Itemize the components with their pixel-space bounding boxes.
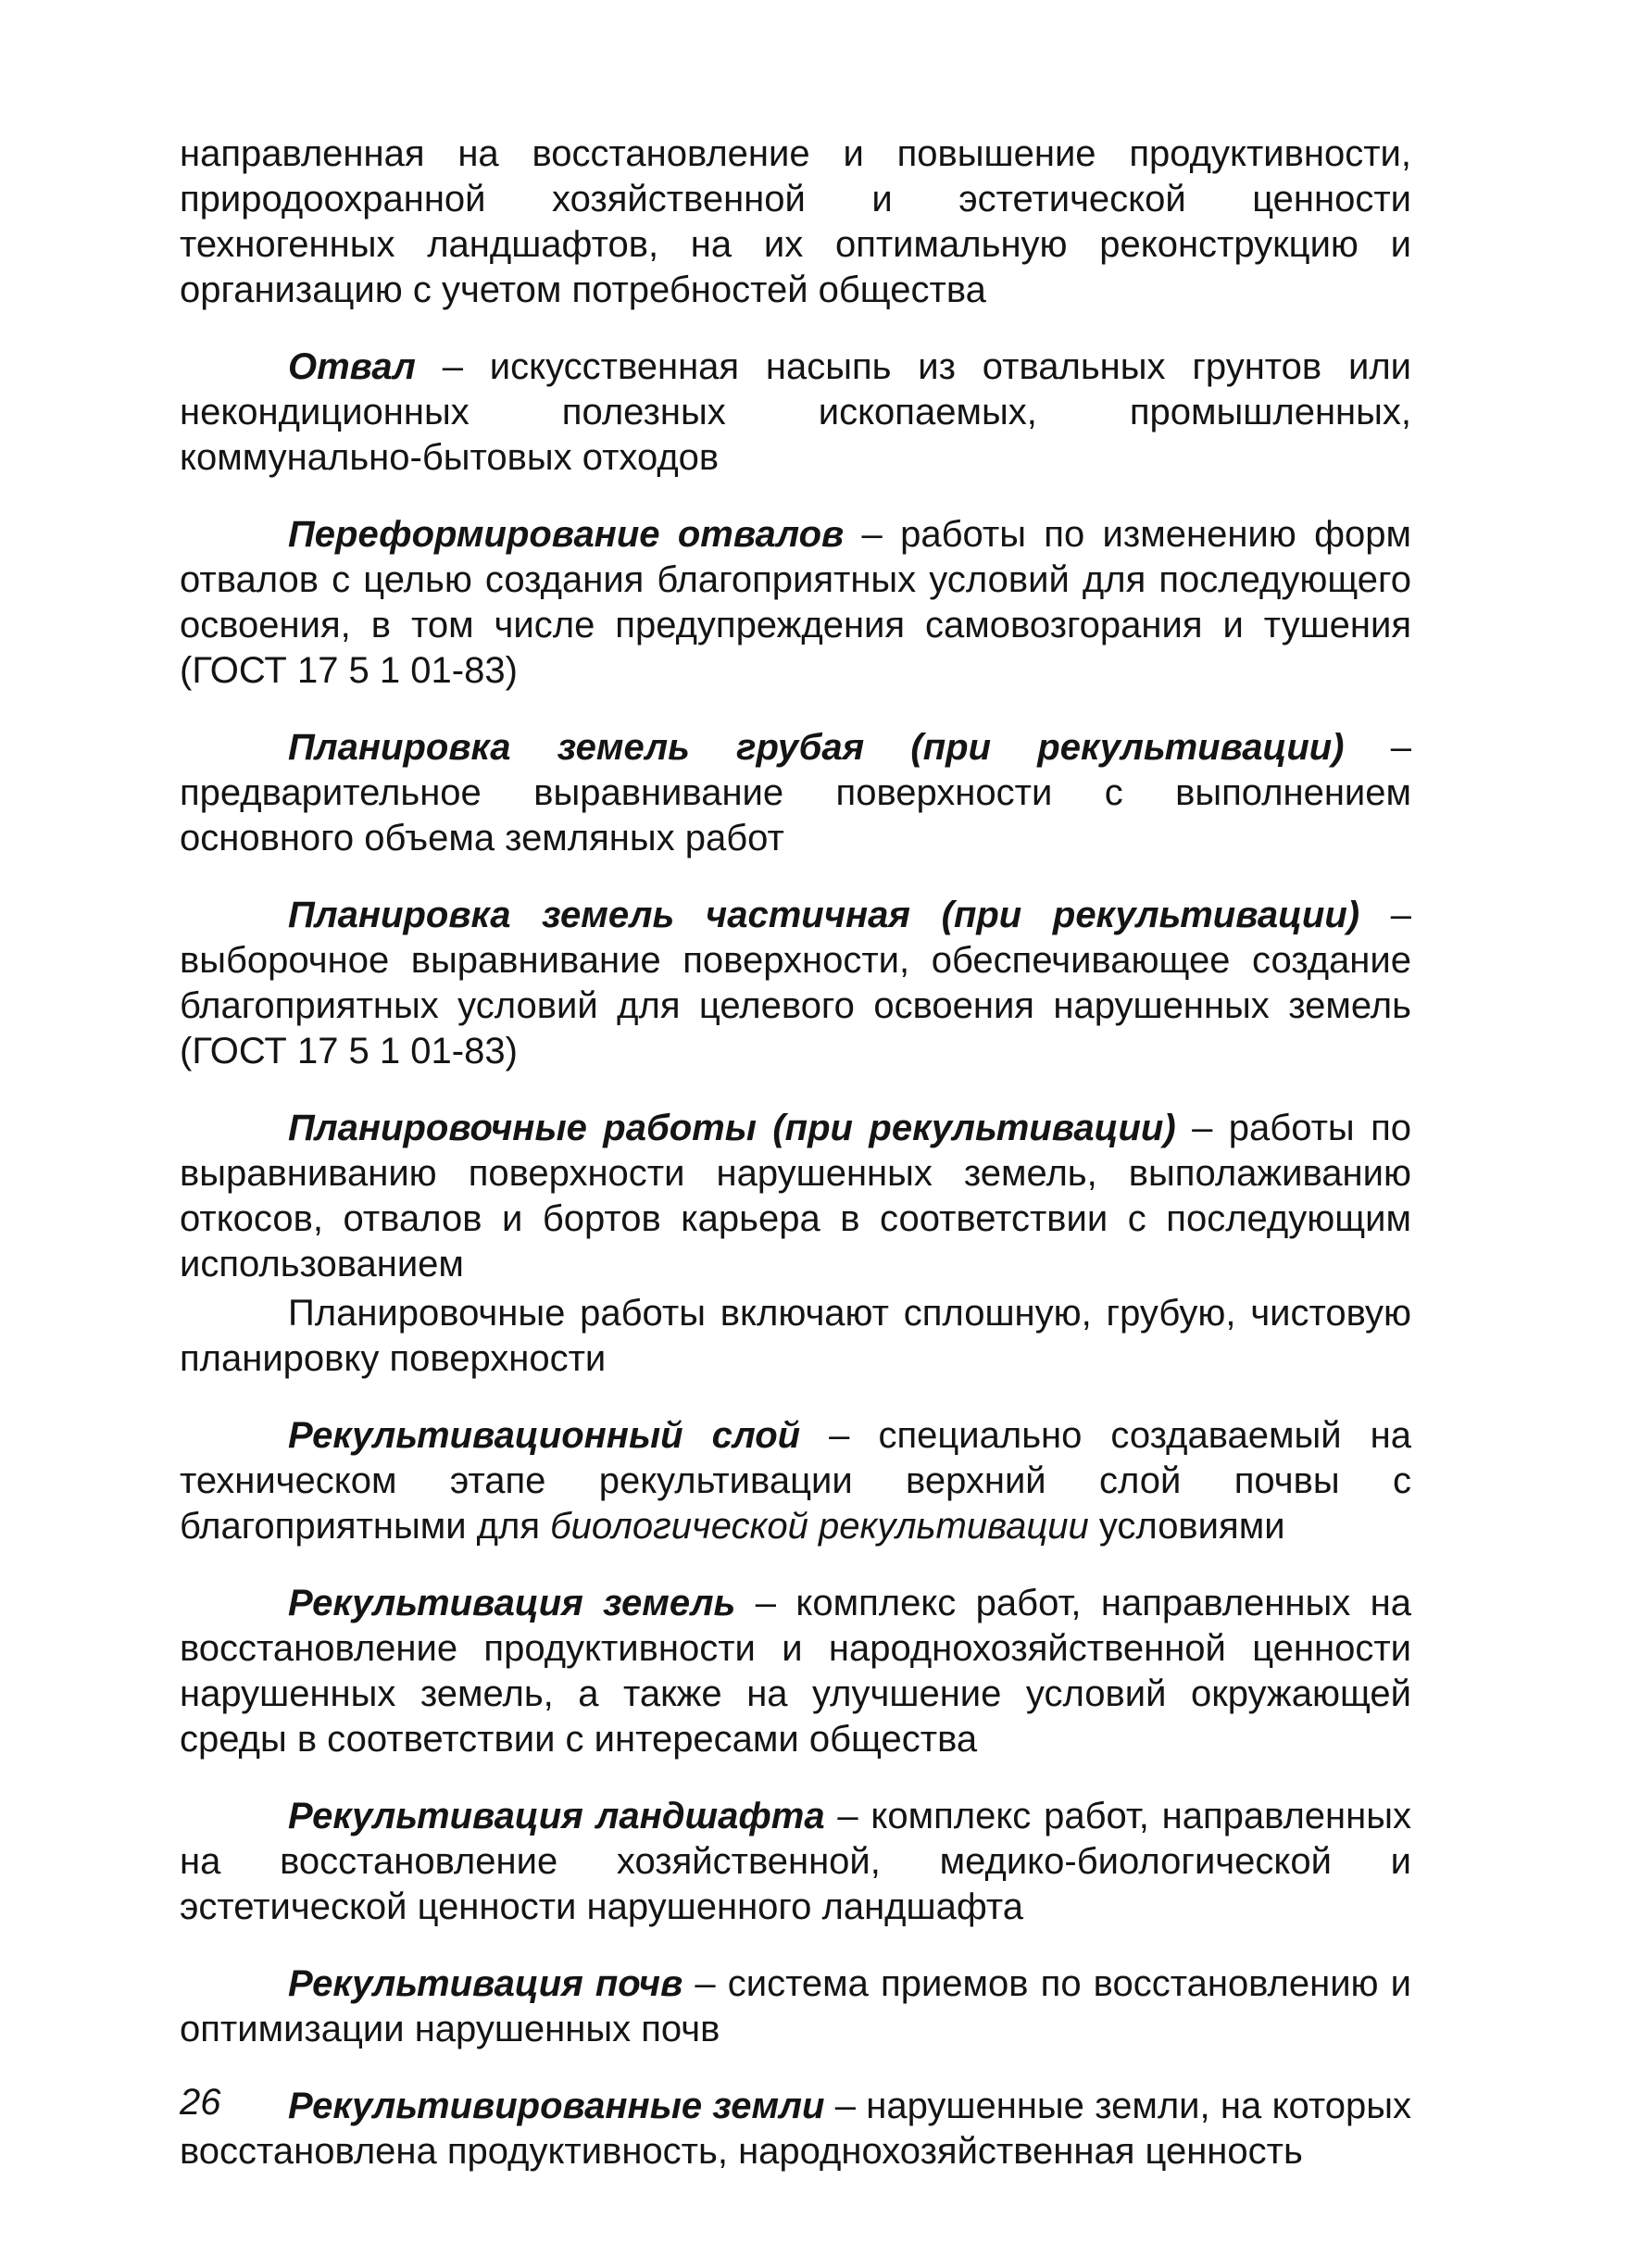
- definition-term: Рекультивированные земли: [288, 2086, 825, 2126]
- definition-term: Рекультивация земель: [288, 1583, 736, 1623]
- definition-rekultivatsiya-pochv: [180, 1961, 1411, 2052]
- definition-text: – предварительное выравнивание поверхности с выполнением основного объема земляных работ: [180, 727, 1412, 858]
- definition-rekultivatsiya-zemel: [180, 1581, 1411, 1762]
- definition-term: Рекультивация почв: [288, 1963, 683, 2004]
- definition-pereformirovanie-otvalov: [180, 512, 1411, 694]
- continued-definition: направленная на восстановление и повышение продуктивности, природоохранной хозяйственной и эстетической ценности техногенных ландшафтов, на их оптимальную реконструкцию и организацию с учетом потребностей общества: [180, 133, 1411, 310]
- definition-planirovka-grubaya: [180, 725, 1411, 861]
- definition-text: – специально создаваемый на техническом этапе рекультивации верхний слой почвы с благоприятными для: [180, 1415, 1412, 1547]
- definition-term: Планировка земель частичная (при рекультивации): [288, 895, 1360, 935]
- definition-text: – работы по выравниванию поверхности нарушенных земель, выполаживанию откосов, отвалов и бортов карьера в соответствии с последующим использованием: [180, 1108, 1411, 1284]
- definition-text: – искусственная насыпь из отвальных грунтов или некондиционных полезных ископаемых, промышленных, коммунально-бытовых отходов: [180, 346, 1411, 478]
- definition-text: – комплекс работ, направленных на восстановление хозяйственной, медико-биологической и эстетической ценности нарушенного ландшафта: [180, 1796, 1411, 1927]
- definition-term: Переформирование отвалов: [288, 514, 845, 555]
- definition-term: Планировка земель грубая (при рекультивации): [288, 727, 1345, 768]
- definition-term: Отвал: [288, 346, 416, 387]
- definition-text: – работы по изменению форм отвалов с целью создания благоприятных условий для последующего освоения, в том числе предупреждения самовозгорания и тушения (ГОСТ 17 5 1 01-83): [180, 514, 1411, 691]
- definition-term: Планировочные работы (при рекультивации): [288, 1108, 1176, 1148]
- cross-reference: биологической рекультивации: [550, 1506, 1089, 1547]
- definition-term: Рекультивационный слой: [288, 1415, 801, 1456]
- definition-otval: [180, 345, 1411, 481]
- page-body: [180, 132, 1411, 2174]
- definition-text-tail: условиями: [1088, 1506, 1285, 1547]
- definition-rekultivirovannye-zemli: [180, 2084, 1411, 2174]
- page-number: 26: [180, 2082, 221, 2123]
- definition-text: – нарушенные земли, на которых восстановлена продуктивность, народнохозяйственная ценность: [180, 2086, 1411, 2172]
- definition-text: – комплекс работ, направленных на восстановление продуктивности и народнохозяйственной ценности нарушенных земель, а также на улучшение условий окружающей среды в соответствии с интересами общества: [180, 1583, 1411, 1760]
- definition-text: – выборочное выравнивание поверхности, обеспечивающее создание благоприятных условий для целевого освоения нарушенных земель (ГОСТ 17 5 1 01-83): [180, 895, 1412, 1071]
- definition-planirovka-chastichnaya: [180, 893, 1411, 1074]
- definition-rekultivatsionnyi-sloi: [180, 1413, 1411, 1549]
- definition-planirovochnye-raboty: [180, 1106, 1411, 1287]
- definition-note: Планировочные работы включают сплошную, грубую, чистовую планировку поверхности: [180, 1293, 1411, 1379]
- definition-term: Рекультивация ландшафта: [288, 1796, 825, 1836]
- definition-text: – система приемов по восстановлению и оптимизации нарушенных почв: [180, 1963, 1412, 2049]
- definition-rekultivatsiya-landshafta: [180, 1794, 1411, 1930]
